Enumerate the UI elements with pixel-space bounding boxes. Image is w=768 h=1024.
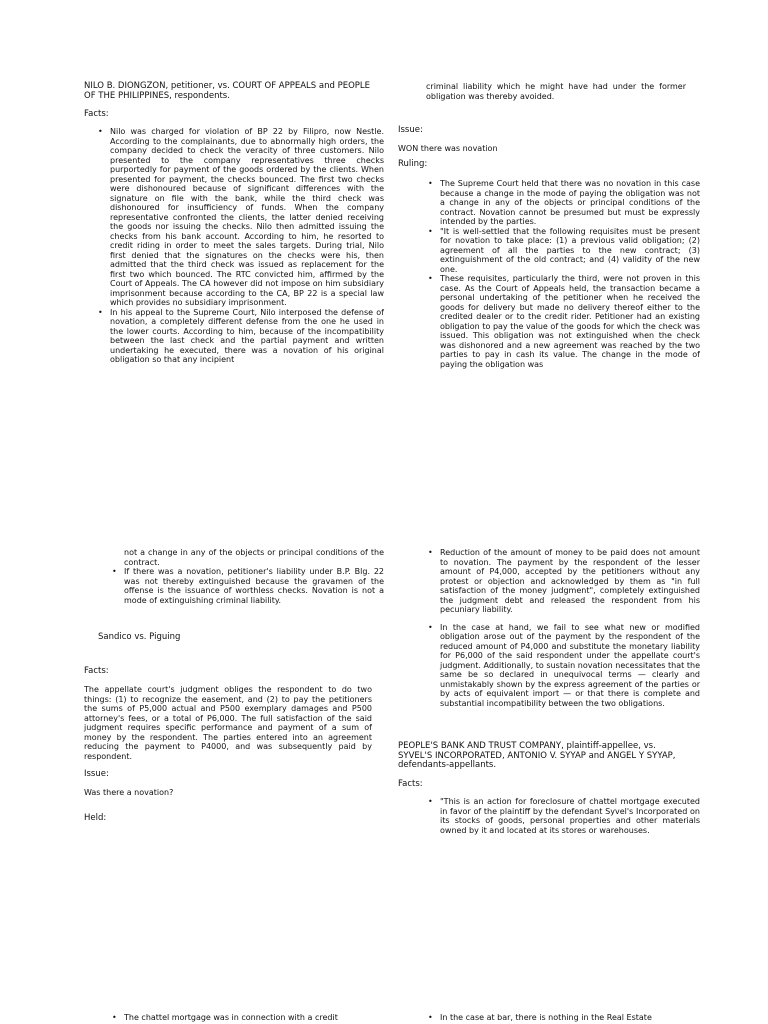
list-item: • The chattel mortgage was in connection with a credit (124, 1013, 384, 1023)
list-item: • "This is an action for foreclosure of chattel mortgage executed in favor of the plaintiff by the defendant Syvel's Incorporated on its stocks of goods, personal properties and other materials owned by it and located at its stores or warehouses. (440, 797, 700, 835)
held-label: Held: (84, 813, 107, 823)
issue-label: Issue: (84, 769, 109, 779)
list-item: • In his appeal to the Supreme Court, Nilo interposed the defense of novation, a completely different defense from the one he used in the lower courts. According to him, because of the incompatibility between the last check and the partial payment and written undertaking he executed, there was a novation of his original obligation so that any incipient (110, 308, 384, 365)
list-item: • In the case at bar, there is nothing in the Real Estate (440, 1013, 700, 1023)
facts-label: Facts: (84, 666, 109, 676)
case2-title: Sandico vs. Piguing (98, 632, 181, 642)
case3-facts-list (426, 797, 700, 835)
list-item: • These requisites, particularly the third, were not proven in this case. As the Court of Appeals held, the transaction became a personal undertaking of the petitioner when he received the goods for delivery but made no delivery thereof either to the credited dealer or to the credit rider. Petitioner had an existing obligation to pay the value of the goods for which the check was issued. This obligation was not extinguished when the check was dishonored and a new agreement was reached by the two parties to pay in cash its value. The change in the mode of paying the obligation was (440, 274, 700, 369)
list-item: • "It is well-settled that the following requisites must be present for novation to take place: (1) a previous valid obligation; (2) agreement of all the parties to the new contract; (3) extinguishment of the old contract; and (4) validity of the new one. (440, 227, 700, 275)
right-column-continuation: criminal liability which he might have had under the former obligation was thereby avoided. (426, 82, 686, 101)
p2-right-list (426, 548, 700, 708)
list-item: • The Supreme Court held that there was no novation in this case because a change in the mode of paying the obligation was not a change in any of the objects or principal conditions of the contract. Novation cannot be presumed but must be expressly intended by the parties. (440, 179, 700, 227)
p3-left-list (110, 1013, 384, 1023)
list-item: • If there was a novation, petitioner's liability under B.P. Blg. 22 was not thereby extinguished because the gravamen of the offense is the issuance of worthless checks. Novation is not a mode of extinguishing criminal liability. (124, 567, 384, 605)
case1-title: NILO B. DIONGZON, petitioner, vs. COURT OF APPEALS and PEOPLE OF THE PHILIPPINES, respondents. (84, 81, 370, 101)
issue-text: Was there a novation? (84, 788, 174, 797)
list-item: not a change in any of the objects or principal conditions of the contract. (124, 548, 384, 567)
list-item: • Reduction of the amount of money to be paid does not amount to novation. The payment by the respondent of the lesser amount of P4,000, accepted by the petitioners without any protest or objection and acknowledged by them as "in full satisfaction of the money judgment", completely extinguished the judgment debt and released the respondent from his pecuniary liability. (440, 548, 700, 615)
ruling-label: Ruling: (398, 159, 428, 169)
p3-right-list (426, 1013, 700, 1023)
facts-list (96, 127, 384, 365)
list-item: • In the case at hand, we fail to see what new or modified obligation arose out of the payment by the respondent of the reduced amount of P4,000 and substitute the monetary liability for P6,000 of the said respondent under the appellate court's judgment. Additionally, to sustain novation necessitates that the same be so declared in unequivocal terms — clearly and unmistakably shown by the express agreement of the parties or by acts of equivalent import — or that there is complete and substantial incompatibility between the two obligations. (440, 623, 700, 709)
issue-text: WON there was novation (398, 144, 498, 153)
case2-facts: The appellate court's judgment obliges the respondent to do two things: (1) to recognize the easement, and (2) to pay the petitioners the sums of P5,000 actual and P500 exemplary damages and P500 attorney's fees, or a total of P6,000. The full satisfaction of the said judgment requires specific performance and payment of a sum of money by the respondent. The parties entered into an agreement reducing the payment to P4000, and was subsequently paid by respondent. (84, 685, 372, 761)
ruling-list (426, 179, 700, 369)
facts-label: Facts: (84, 109, 109, 119)
p2-left-list (110, 548, 384, 605)
issue-label: Issue: (398, 125, 423, 135)
facts-label: Facts: (398, 779, 423, 789)
case3-title: PEOPLE'S BANK AND TRUST COMPANY, plaintiff-appellee, vs. SYVEL'S INCORPORATED, ANTONIO V. SYYAP and ANGEL Y SYYAP, defendants-appellants. (398, 741, 676, 770)
list-item: • Nilo was charged for violation of BP 22 by Filipro, now Nestle. According to the complainants, due to abnormally high orders, the company decided to check the veracity of three customers. Nilo presented to the company representatives three checks purportedly for payment of the goods ordered by the clients. When presented for payment, the checks bounced. The first two checks were dishonoured because of significant differences with the signature on file with the bank, while the third check was dishonoured for insufficiency of funds. When the company representative confronted the clients, the latter denied receiving the goods nor issuing the checks. Nilo then admitted issuing the checks from his bank account. According to him, he resorted to credit riding in order to meet the sales targets. During trial, Nilo first denied that the signatures on the checks were his, then admitted that the third check was issued as replacement for the first two which bounced. The RTC convicted him, affirmed by the Court of Appeals. The CA however did not impose on him subsidiary imprisonment because according to the CA, BP 22 is a special law which provides no subsidiary imprisonment. (110, 127, 384, 308)
